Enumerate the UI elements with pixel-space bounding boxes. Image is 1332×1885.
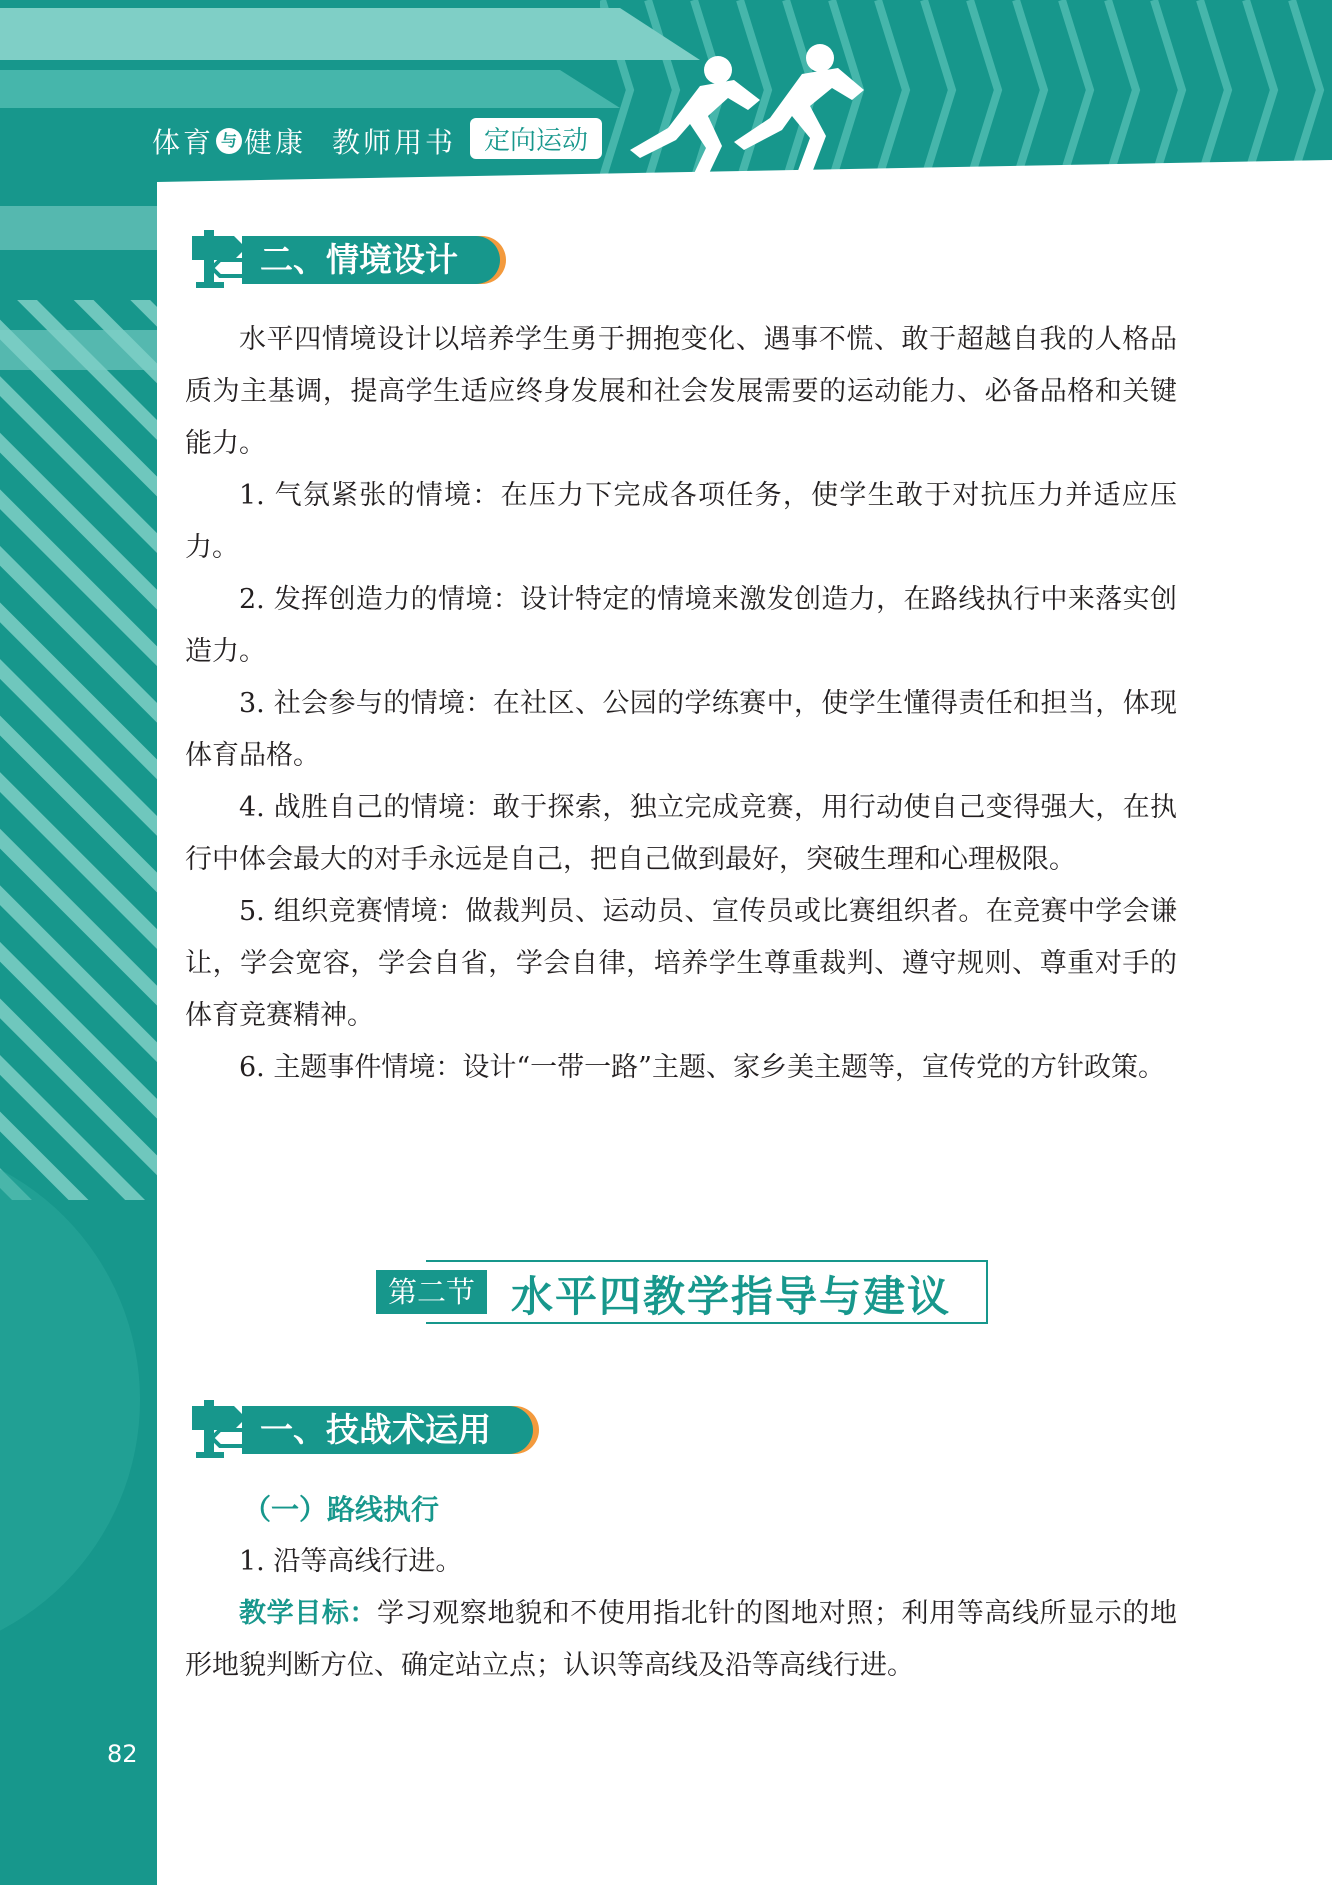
paragraph: 水平四情境设计以培养学生勇于拥抱变化、遇事不慌、敢于超越自我的人格品质为主基调，提高学生适应终身发展和社会发展需要的运动能力、必备品格和关键能力。 xyxy=(185,324,1177,459)
paragraph: 5. 组织竞赛情境：做裁判员、运动员、宣传员或比赛组织者。在竞赛中学会谦让，学会宽容，学会自省，学会自律，培养学生尊重裁判、遵守规则、尊重对手的体育竞赛精神。 xyxy=(185,896,1177,1031)
chapter-label: 第二节 xyxy=(376,1270,487,1314)
objective-label: 教学目标： xyxy=(239,1598,378,1629)
book-title: 体育 与 健康 教师用书 xyxy=(152,121,456,161)
subheading-route: （一）路线执行 xyxy=(243,1493,440,1526)
page-number: 82 xyxy=(107,1740,138,1768)
section-heading-text: 二、情境设计 xyxy=(242,236,500,284)
module-tag: 定向运动 xyxy=(470,118,602,159)
title-badge: 与 xyxy=(216,128,242,154)
paragraph: 1. 气氛紧张的情境：在压力下完成各项任务，使学生敢于对抗压力并适应压力。 xyxy=(185,480,1177,563)
chapter-title: 水平四教学指导与建议 xyxy=(511,1272,952,1321)
book-subtitle: 教师用书 xyxy=(332,126,457,159)
list-item: 1. 沿等高线行进。 xyxy=(239,1546,463,1577)
paragraph: 3. 社会参与的情境：在社区、公园的学练赛中，使学生懂得责任和担当，体现体育品格。 xyxy=(185,688,1177,771)
objective-text: 学习观察地貌和不使用指北针的图地对照；利用等高线所显示的地形地貌判断方位、确定站立点；认识等高线及沿等高线行进。 xyxy=(185,1598,1177,1681)
paragraph: 6. 主题事件情境：设计“一带一路”主题、家乡美主题等，宣传党的方针政策。 xyxy=(239,1052,1165,1083)
tactics-text xyxy=(185,1536,1177,1692)
section-heading-text: 一、技战术运用 xyxy=(242,1406,533,1454)
scenario-text xyxy=(185,314,1177,1094)
paragraph: 4. 战胜自己的情境：敢于探索，独立完成竞赛，用行动使自己变得强大，在执行中体会最大的对手永远是自己，把自己做到最好，突破生理和心理极限。 xyxy=(185,792,1177,875)
paragraph: 2. 发挥创造力的情境：设计特定的情境来激发创造力，在路线执行中来落实创造力。 xyxy=(185,584,1177,667)
teaching-objective xyxy=(185,1588,1177,1692)
